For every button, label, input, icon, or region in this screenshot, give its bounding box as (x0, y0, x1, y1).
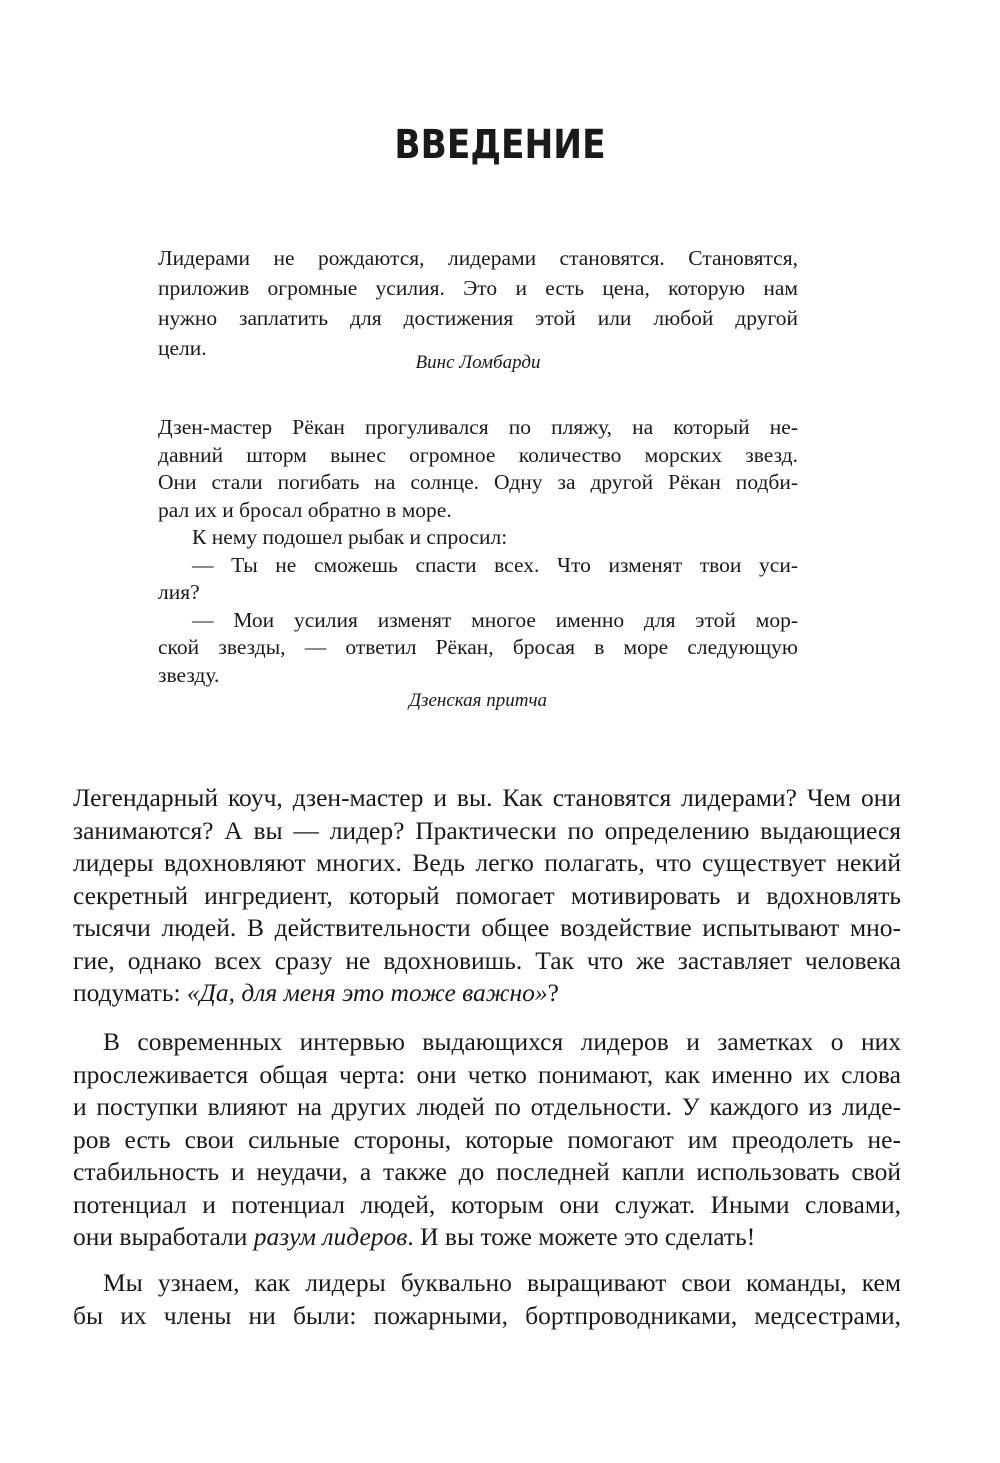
line-text: Дзен-мастер Рёкан прогуливался по пляжу, на который не- (158, 415, 798, 439)
text-line (158, 497, 798, 525)
line-text: — Ты не сможешь спасти всех. Что изменят твои уси- (192, 552, 798, 577)
text-line (158, 524, 798, 552)
line-text: нужно заплатить для достижения этой или любой другой (158, 306, 798, 330)
line-text: Мы узнаем, как лидеры буквально выращивают свои команды, кем (103, 1268, 901, 1297)
body-paragraph-1 (73, 782, 901, 1010)
line-text: — Мои усилия изменят многое именно для этой мор- (192, 607, 798, 632)
line-text: Они стали погибать на солнце. Одну за другой Рёкан подби- (158, 470, 798, 494)
emphasized-text: разум лидеров (253, 1222, 408, 1251)
text-line (73, 977, 901, 1010)
line-text: занимаются? А вы — лидер? Практически по определению выдающиеся (73, 815, 901, 845)
text-line (73, 1189, 901, 1222)
body-paragraph-3 (73, 1267, 901, 1332)
text-line (73, 815, 901, 848)
text-line (73, 1300, 901, 1333)
text-line (158, 414, 798, 442)
line-text: давний шторм вынес огромное количество морских звезд. (158, 442, 798, 467)
line-text: лия? (158, 580, 200, 604)
line-text: тысячи людей. В действительности общее воздействие испытывают мно- (73, 913, 901, 942)
line-text: секретный ингредиент, который помогает мотивировать и вдохновлять (73, 880, 901, 910)
text-line (73, 880, 901, 913)
line-text: подумать: (73, 978, 187, 1007)
parable-attribution: Дзенская притча (408, 690, 548, 711)
text-line (73, 1156, 901, 1189)
line-text: цели. (158, 336, 207, 360)
parable-text (158, 414, 798, 689)
line-text: прослеживается общая черта: они четко понимают, как именно их слова (73, 1059, 901, 1089)
line-text: бы их члены ни были: пожарными, бортпроводниками, медсестрами, (73, 1300, 901, 1330)
text-line (73, 1221, 901, 1254)
line-text: ской звезды, — ответил Рёкан, бросая в море следующую (158, 635, 798, 659)
text-line (158, 634, 798, 662)
line-text: . И вы тоже можете это сделать! (407, 1222, 756, 1251)
line-text: гие, однако всех сразу не вдохновишь. Так что же заставляет человека (73, 945, 901, 975)
text-line (158, 442, 798, 470)
text-line (73, 945, 901, 978)
text-line (73, 847, 901, 880)
text-line (73, 1091, 901, 1124)
text-line (158, 579, 798, 607)
text-line (158, 607, 798, 635)
line-text: В современных интервью выдающихся лидеров и заметках о них (103, 1027, 901, 1056)
line-text: приложив огромные усилия. Это и есть цена, которую нам (158, 276, 798, 300)
epigraph-quote (158, 243, 798, 363)
line-text: лидеры вдохновляют многих. Ведь легко полагать, что существует некий (73, 848, 901, 877)
text-line (158, 303, 798, 333)
text-line (158, 552, 798, 580)
line-text: стабильность и неудачи, а также до последней капли использовать свой (73, 1157, 901, 1186)
text-line (158, 469, 798, 497)
emphasized-text: «Да, для меня это тоже важно» (186, 978, 548, 1007)
line-text: рал их и бросал обратно в море. (158, 497, 452, 522)
line-text: Легендарный коуч, дзен-мастер и вы. Как становятся лидерами? Чем они (73, 783, 901, 812)
line-text: они выработали (73, 1222, 254, 1251)
text-line (73, 782, 901, 815)
text-line (158, 243, 798, 273)
line-text: и поступки влияют на других людей по отдельности. У каждого из лиде- (73, 1092, 901, 1121)
body-paragraph-2 (73, 1026, 901, 1254)
text-line (73, 1124, 901, 1157)
text-line (158, 273, 798, 303)
line-text: звезду. (158, 662, 220, 687)
line-text: К нему подошел рыбак и спросил: (192, 525, 508, 549)
epigraph-attribution: Винс Ломбарди (415, 352, 541, 373)
line-text: ? (547, 978, 559, 1007)
line-text: ров есть свои сильные стороны, которые помогают им преодолеть не- (73, 1124, 901, 1154)
text-line (73, 1026, 901, 1059)
text-line (158, 662, 798, 690)
chapter-title: ВВЕДЕНИЕ (394, 122, 606, 168)
text-line (73, 912, 901, 945)
text-line (73, 1059, 901, 1092)
line-text: потенциал и потенциал людей, которым они служат. Иными словами, (73, 1189, 901, 1219)
line-text: Лидерами не рождаются, лидерами становятся. Становятся, (158, 246, 798, 270)
text-line (73, 1267, 901, 1300)
